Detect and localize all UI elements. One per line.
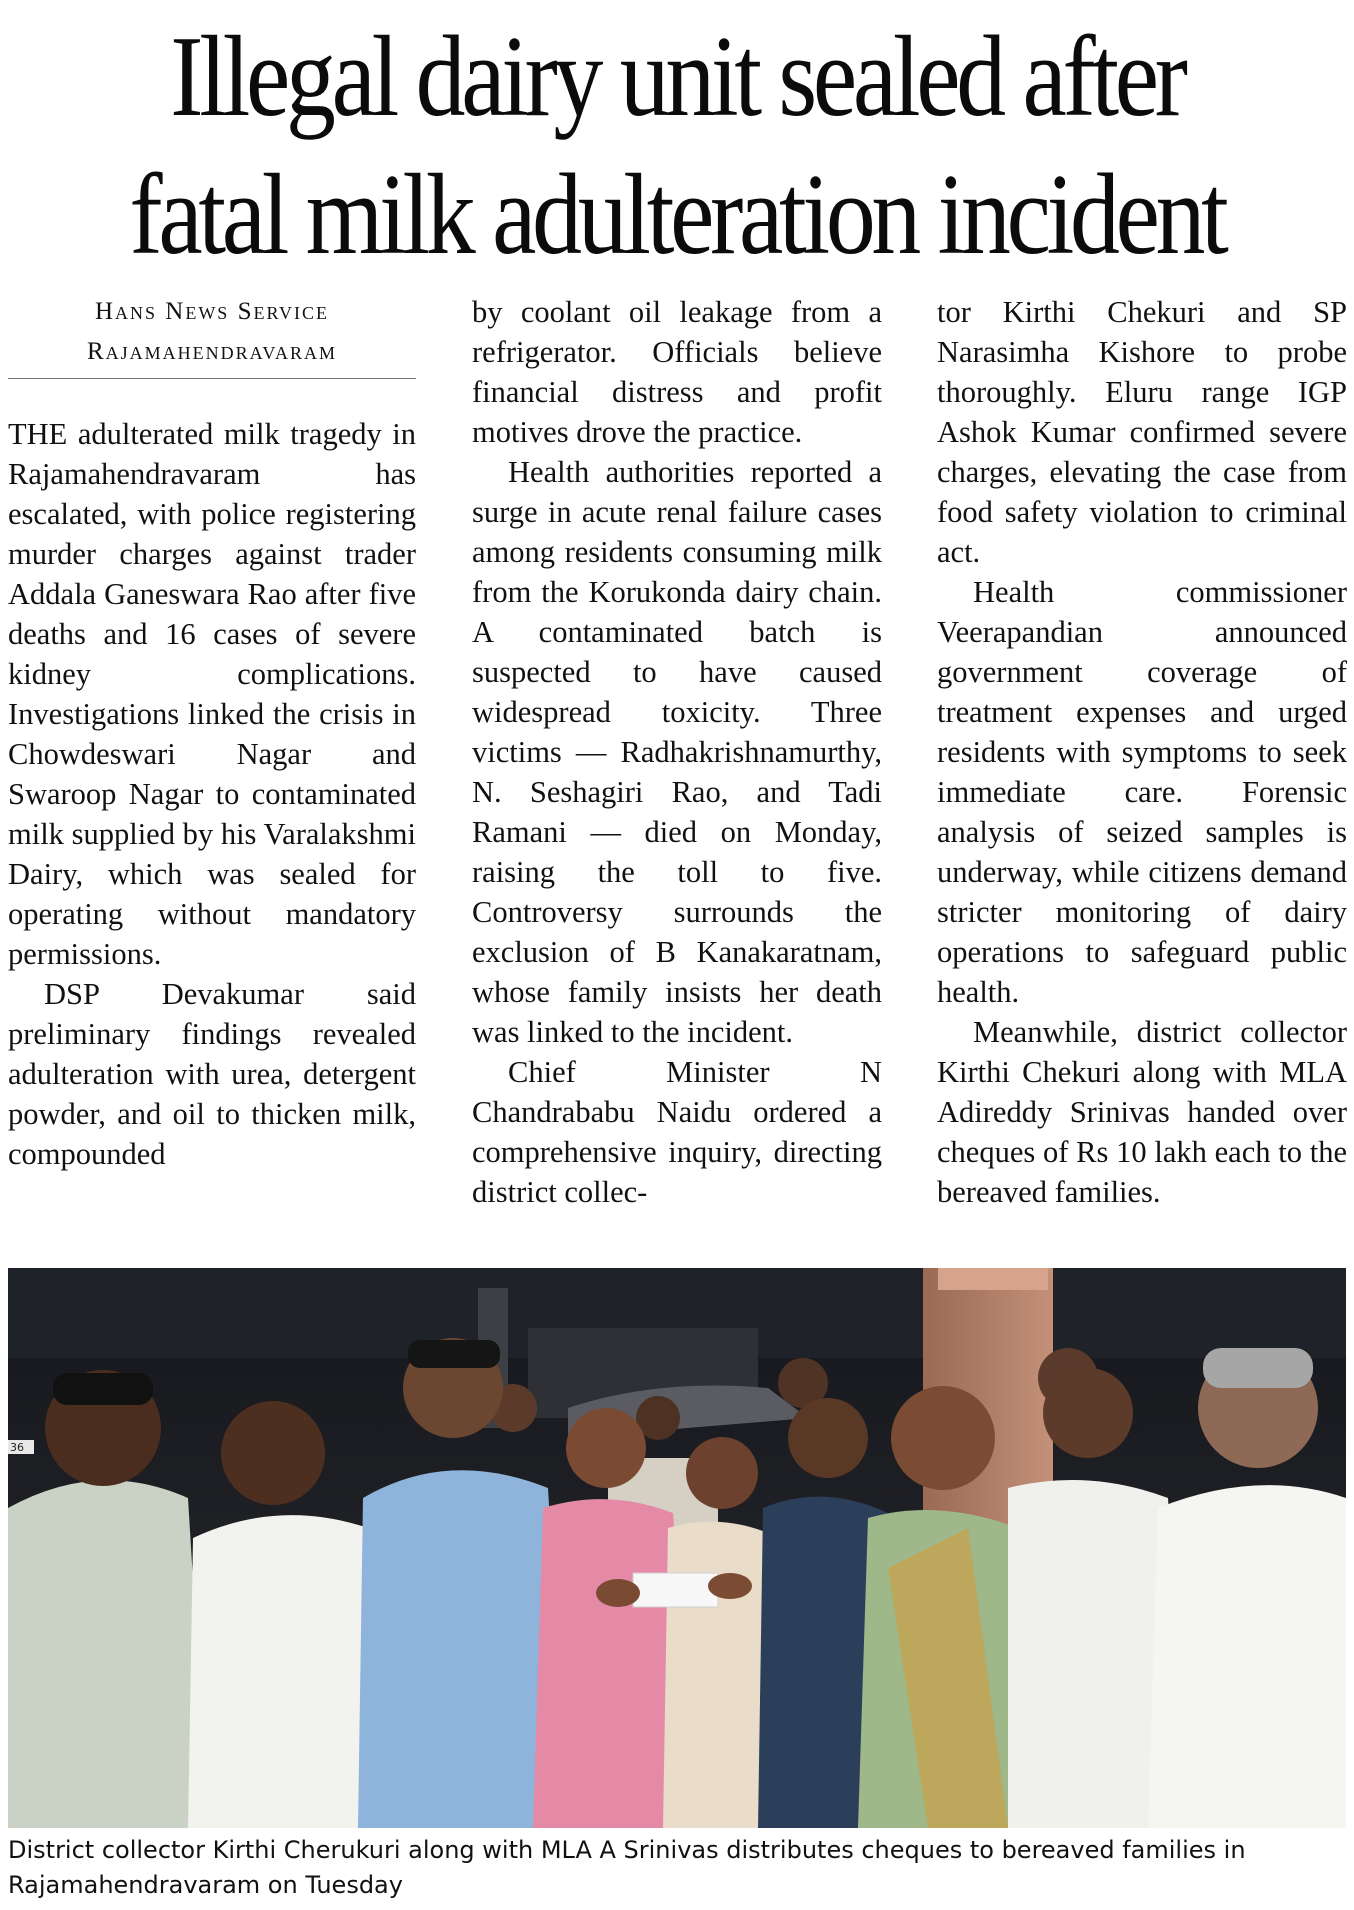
paragraph: THE adulterated milk tragedy in Rajamahendravaram has escalated, with police registering murder charges against trader Addala Ganeswara Rao after five deaths and 16 cases of severe kidney complications. Investigations linked the crisis in Chowdeswari Nagar and Swaroop Nagar to contaminated milk supplied by his Varalakshmi Dairy, which was sealed for operating without mandatory permissions. (8, 417, 416, 971)
paragraph: Meanwhile, district collector Kirthi Chekuri along with MLA Adireddy Srinivas handed over cheques of Rs 10 lakh each to the bereaved families. (937, 1015, 1347, 1209)
byline-service: Hans News Service (94, 298, 330, 325)
paragraph: Health commissioner Veerapandian announced government coverage of treatment expenses and urged residents with symptoms to seek immediate care. Forensic analysis of seized samples is underway, while citizens demand stricter monitoring of dairy operations to safeguard public health. (937, 575, 1347, 1009)
article-column-2 (472, 292, 882, 1212)
paragraph: DSP Devakumar said preliminary findings revealed adulteration with urea, detergent powder, and oil to thicken milk, compounded (8, 977, 416, 1171)
paragraph: tor Kirthi Chekuri and SP Narasimha Kishore to probe thoroughly. Eluru range IGP Ashok Kumar confirmed severe charges, elevating the case from food safety violation to criminal act. (937, 295, 1347, 569)
article-column-3 (937, 292, 1347, 1212)
byline (8, 292, 416, 379)
photo-illustration (8, 1268, 1346, 1828)
news-photo (8, 1268, 1346, 1828)
byline-location: Rajamahendravaram (86, 338, 338, 365)
photo-caption: District collector Kirthi Cherukuri along with MLA A Srinivas distributes cheques to bereaved families in Rajamahendravaram on Tuesday (8, 1833, 1346, 1903)
paragraph: Chief Minister N Chandrababu Naidu ordered a comprehensive inquiry, directing district collec- (472, 1055, 882, 1209)
headline-line-2: fatal milk adulteration incident (129, 151, 1225, 279)
paragraph: Health authorities reported a surge in acute renal failure cases among residents consuming milk from the Korukonda dairy chain. A contaminated batch is suspected to have caused widespread toxicity. Three victims — Radhakrishnamurthy, N. Seshagiri Rao, and Tadi Ramani — died on Monday, raising the toll to five. Controversy surrounds the exclusion of B Kanakaratnam, whose family insists her death was linked to the incident. (472, 455, 882, 1049)
headline-line-1: Illegal dairy unit sealed after (170, 13, 1184, 141)
headline (95, 0, 1259, 284)
article-column-1 (8, 414, 416, 1174)
paragraph: by coolant oil leakage from a refrigerator. Officials believe financial distress and profit motives drove the practice. (472, 295, 882, 449)
photo-plate-text: 36 (10, 1441, 24, 1454)
